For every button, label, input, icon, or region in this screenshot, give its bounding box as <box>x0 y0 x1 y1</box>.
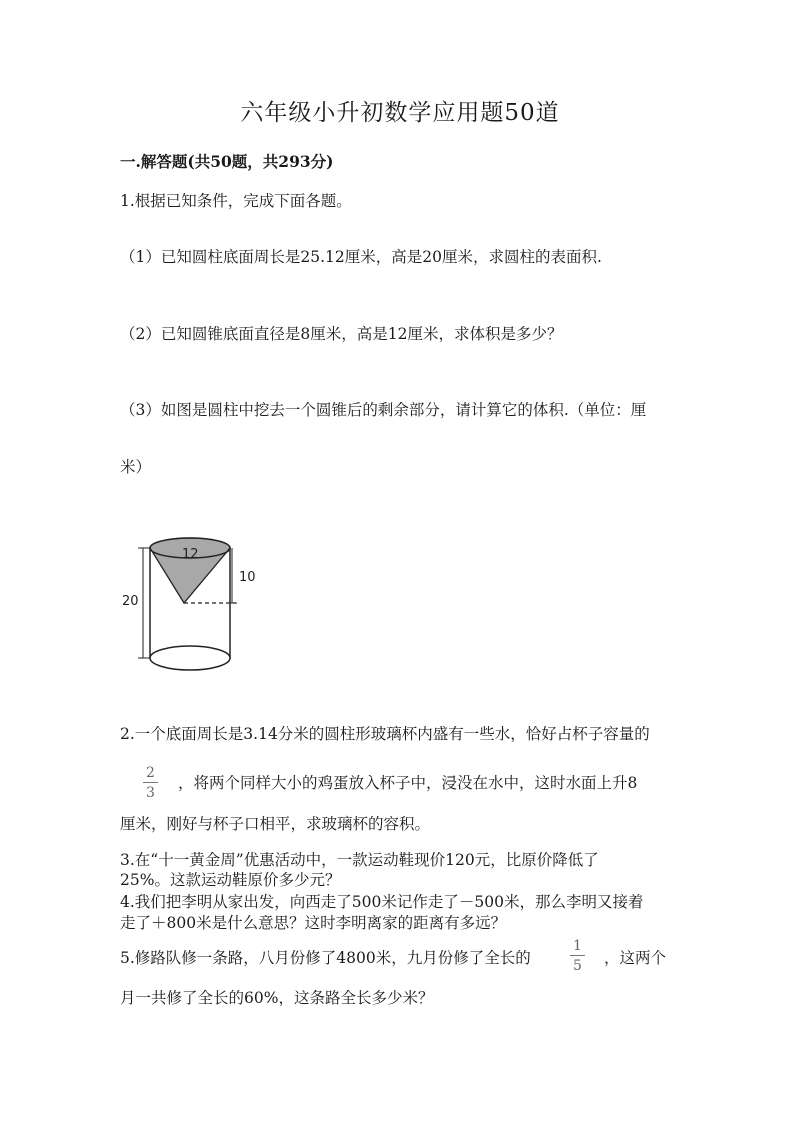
fraction-one-fifth <box>570 939 585 973</box>
question-5-line-1-end: ，这两个 <box>604 949 667 967</box>
fraction-two-thirds <box>143 766 158 800</box>
question-4-line-1: 4.我们把李明从家出发，向西走了500米记作走了－500米，那么李明又接着 <box>120 893 644 911</box>
cone-height-label: 10 <box>239 570 256 585</box>
question-4-line-2: 走了＋800米是什么意思？这时李明离家的距离有多远？ <box>120 914 507 932</box>
diameter-label: 12 <box>182 547 199 562</box>
section-heading: 一.解答题(共50题，共293分) <box>120 152 334 171</box>
fraction-denominator: 3 <box>146 785 155 801</box>
question-2-line-3: 厘米，刚好与杯子口相平，求玻璃杯的容积。 <box>120 815 431 833</box>
question-1-part-3-line-2: 米） <box>120 458 152 476</box>
page-title: 六年级小升初数学应用题50道 <box>240 100 560 126</box>
cylinder-height-label: 20 <box>122 594 139 609</box>
question-1-part-2: （2）已知圆锥底面直径是8厘米，高是12厘米，求体积是多少？ <box>120 325 563 343</box>
question-1-part-3-line-1: （3）如图是圆柱中挖去一个圆锥后的剩余部分，请计算它的体积.（单位：厘 <box>120 401 647 419</box>
question-5-line-2: 月一共修了全长的60%，这条路全长多少米？ <box>120 989 434 1007</box>
cylinder-bottom-ellipse <box>150 646 230 670</box>
fraction-numerator: 1 <box>570 939 585 956</box>
fraction-denominator: 5 <box>573 958 582 974</box>
fraction-numerator: 2 <box>143 766 158 783</box>
question-1-part-1: （1）已知圆柱底面周长是25.12厘米，高是20厘米，求圆柱的表面积. <box>120 248 602 266</box>
question-5-line-1: 5.修路队修一条路，八月份修了4800米，九月份修了全长的 <box>120 949 531 967</box>
question-1-stem: 1.根据已知条件，完成下面各题。 <box>120 192 352 210</box>
question-3-line-2: 25%。这款运动鞋原价多少元？ <box>120 871 341 889</box>
question-2-line-2: ，将两个同样大小的鸡蛋放入杯子中，浸没在水中，这时水面上升8 <box>178 774 638 792</box>
question-2-line-1: 2.一个底面周长是3.14分米的圆柱形玻璃杯内盛有一些水，恰好占杯子容量的 <box>120 725 650 743</box>
cylinder-cone-figure <box>118 528 268 678</box>
question-3-line-1: 3.在“十一黄金周”优惠活动中，一款运动鞋现价120元，比原价降低了 <box>120 851 599 869</box>
